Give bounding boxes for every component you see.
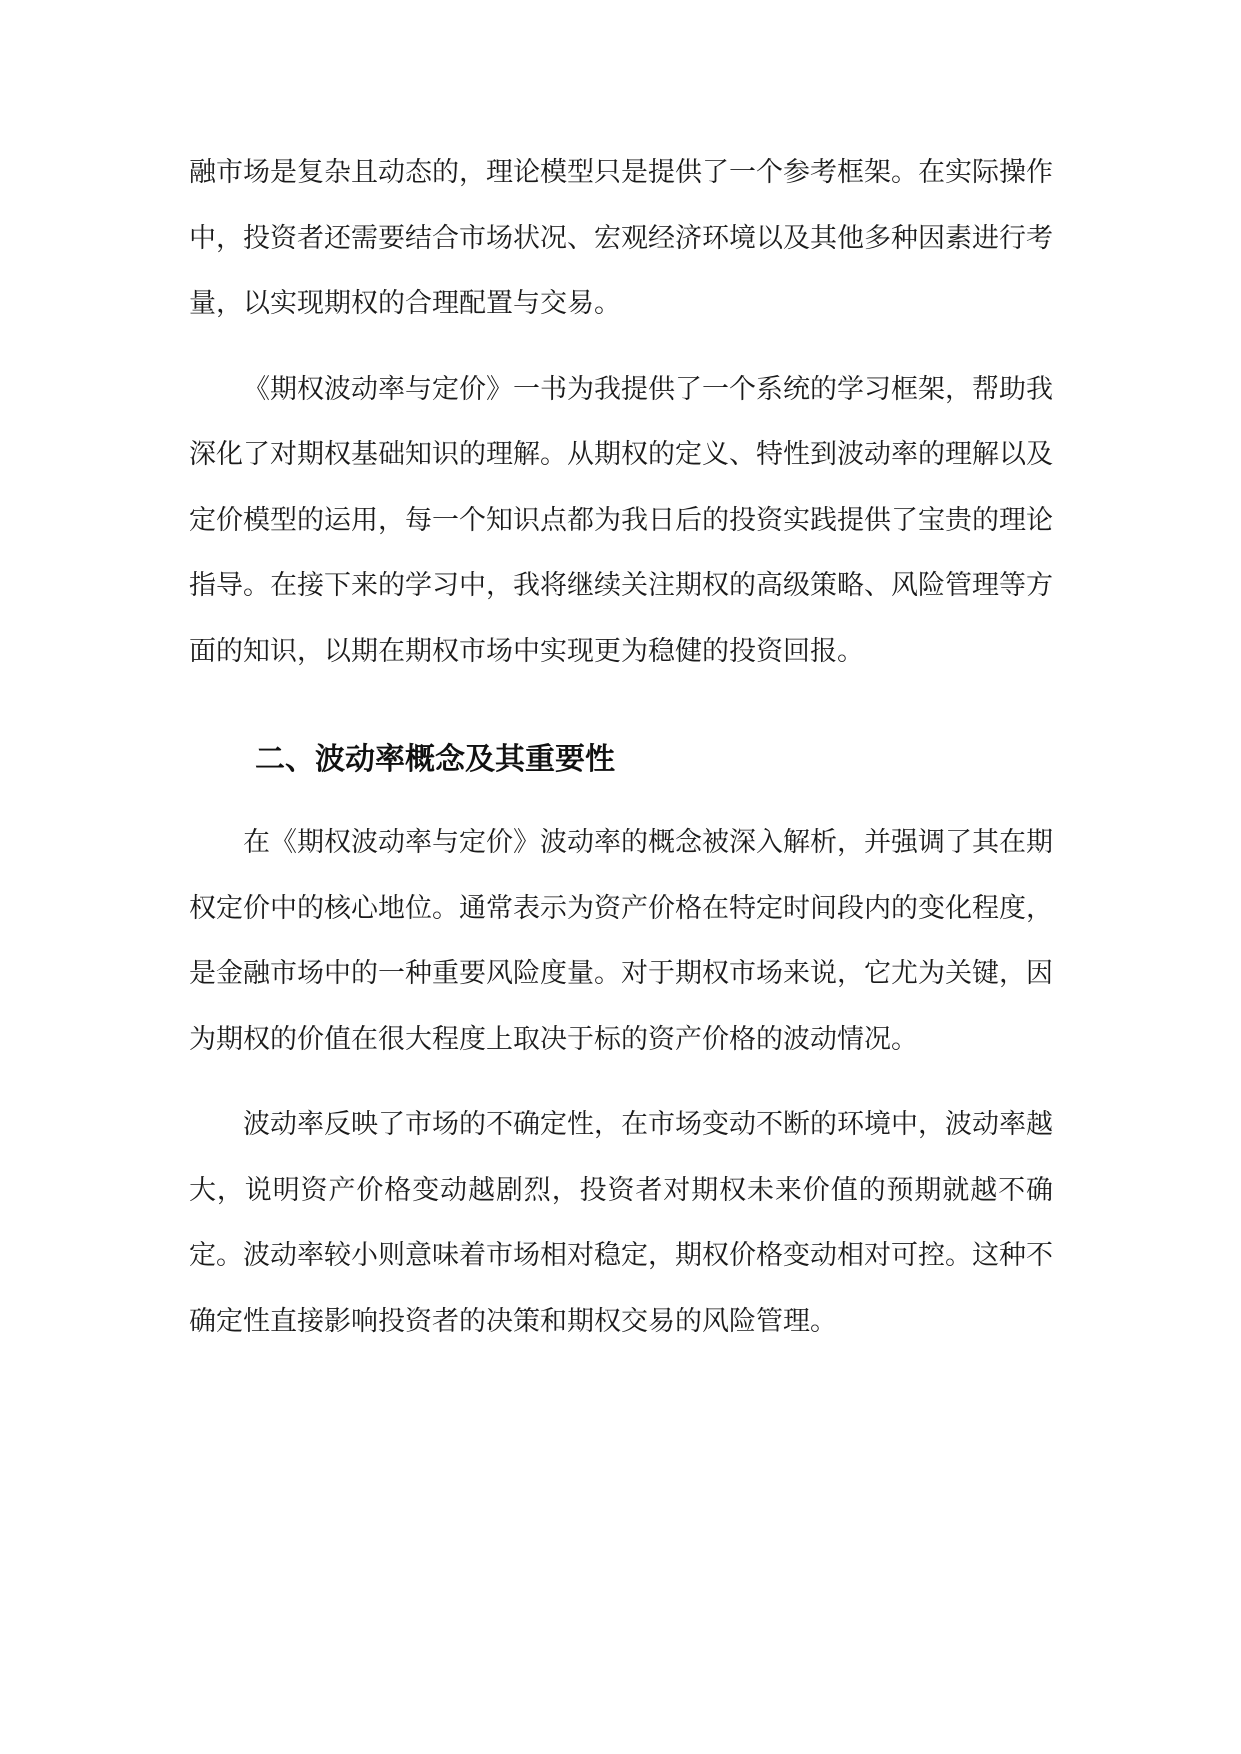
paragraph-volatility-uncertainty: 波动率反映了市场的不确定性，在市场变动不断的环境中，波动率越大，说明资产价格变动越剧烈，投资者对期权未来价值的预期就越不确定。波动率较小则意味着市场相对稳定，期权价格变动相对可控。这种不确定性直接影响投资者的决策和期权交易的风险管理。 (189, 1109, 1053, 1337)
section-heading: 二、波动率概念及其重要性 (255, 742, 615, 777)
paragraph-continuation: 融市场是复杂且动态的，理论模型只是提供了一个参考框架。在实际操作中，投资者还需要结合市场状况、宏观经济环境以及其他多种因素进行考量，以实现期权的合理配置与交易。 (189, 157, 1053, 319)
paragraph-volatility-concept: 在《期权波动率与定价》波动率的概念被深入解析，并强调了其在期权定价中的核心地位。通常表示为资产价格在特定时间段内的变化程度，是金融市场中的一种重要风险度量。对于期权市场来说，它尤为关键，因为期权的价值在很大程度上取决于标的资产价格的波动情况。 (189, 827, 1053, 1055)
document-body (189, 140, 1053, 1374)
paragraph-book-summary: 《期权波动率与定价》一书为我提供了一个系统的学习框架，帮助我深化了对期权基础知识的理解。从期权的定义、特性到波动率的理解以及定价模型的运用，每一个知识点都为我日后的投资实践提供了宝贵的理论指导。在接下来的学习中，我将继续关注期权的高级策略、风险管理等方面的知识，以期在期权市场中实现更为稳健的投资回报。 (189, 373, 1053, 667)
